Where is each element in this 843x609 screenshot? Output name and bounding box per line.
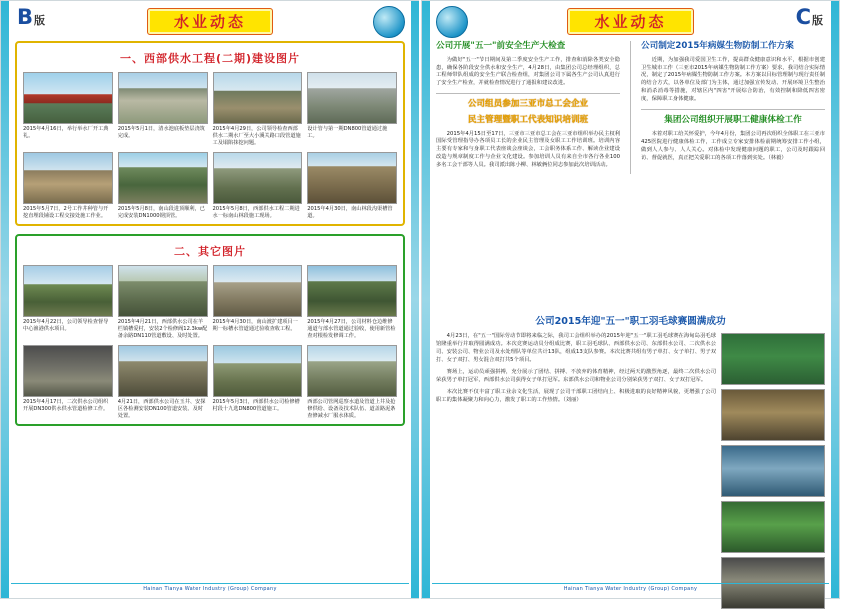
feature-para-1: 4月23日，在"五一"国际劳动节即将来临之际，我司工会组织举办的2015年迎"五一"职工羽毛球赛在海甸岛羽毛球馆隆重举行并取得圆满成功。本次竞赛运动员分组成比赛，职工羽毛球队、西部供水公司、东部供水公司、二次供水公司、安装公司、物业公司及水处理队等单位共计13队，组成13支队参赛。本次比赛共组有男子单打、女子单打、男子双打、女子双打、男女混合双打共5个项目。: [436, 332, 716, 363]
article4-headline: 集团公司组织开展职工健康体检工作: [664, 115, 802, 126]
company-logo: [436, 6, 468, 38]
feature-photo: [721, 333, 825, 385]
photo-image: [213, 265, 303, 317]
photo-item: [23, 265, 113, 340]
page-mark-b: [17, 5, 45, 29]
right-content: [422, 41, 839, 174]
feature-photo-column: [721, 333, 825, 609]
right-masthead: [422, 1, 839, 41]
article2-headline-line2: 民主管理暨职工代表知识培训班: [467, 114, 589, 125]
article1-headline: 公司开展"五一"前安全生产大检查: [436, 41, 566, 51]
divider: [641, 109, 825, 110]
right-page: [421, 0, 840, 599]
photo-caption: 2015年5月3日，西部供水公司检修槽村段十九选DN800管道施工。: [212, 399, 300, 413]
feature-body-row: [436, 333, 825, 609]
feature-photo: [721, 501, 825, 553]
photo-caption: 2015年4月21日，西部供水公司在羊栏镇槽爱村，安装2个检修阀12.3kw配备余路DN110管道敷设、及时处置。: [117, 319, 208, 340]
photo-image: [118, 72, 208, 124]
photo-image: [307, 345, 397, 397]
section1-photo-grid: [23, 72, 397, 220]
article3-body: 近期，为加强我司爱国卫生工作，提高群众健康意识和水平，根据市创建卫生城市工作（三亚市2015年病媒生物防制工作方案）要求，我司结合实际情况，制定了2015年病媒生物防制工作方案。本方案以目标管理制与现行责任制的结合方式，以各单位及部门为主体，通过加强宣传发动、开展环境卫生整治和消杀消毒等措施，对辖区内"四害"开展综合防治，有效控制和降低四害密度，保障职工身体健康。: [641, 56, 825, 103]
right-rail: [831, 1, 839, 598]
page-mark-suffix: 版: [812, 14, 823, 27]
photo-caption: 2015年4月22日，公司领导检查督导中心渔港供水项目。: [23, 319, 109, 333]
photo-item: [118, 72, 208, 147]
left-content: [1, 41, 419, 426]
page-mark-suffix: 版: [34, 14, 46, 27]
photo-image: [23, 265, 113, 317]
left-rail: [422, 1, 430, 598]
photo-image: [118, 152, 208, 204]
photo-item: [118, 152, 208, 220]
photo-item: [307, 345, 397, 420]
article3-headline: 公司制定2015年病媒生物防制工作方案: [641, 41, 794, 51]
feature-article: [436, 316, 825, 609]
masthead-banner-right: 水业动态: [567, 8, 693, 35]
photo-item: [23, 72, 113, 147]
left-masthead: [1, 1, 419, 41]
photo-image: [213, 72, 303, 124]
photo-image: [307, 152, 397, 204]
left-page: [0, 0, 419, 599]
photo-caption: 2015年4月17日，二次供水公司组织开展DN300供水供水管道检修工作。: [23, 399, 109, 413]
photo-caption: 4月21日，西部供水公司在玉井、安探区各检测安装DN100管道安装、及时处置。: [117, 399, 206, 420]
feature-text: [436, 333, 716, 609]
page-mark-letter: C: [795, 5, 811, 29]
masthead-banner-left: 水业动态: [147, 8, 273, 35]
photo-caption: 2015年5月1日，清水池底板垫层浇筑完成。: [117, 126, 205, 140]
photo-item: [213, 152, 303, 220]
photo-item: [118, 265, 208, 340]
photo-image: [213, 152, 303, 204]
photo-image: [118, 345, 208, 397]
article1-body: 为做好"五一"节日期间及第二季度安全生产工作，排查和消除各类安全隐患，确保各阶段安全供水和安全生产，4月28日，由集团公司总经理组织，总工程师带队组成的安全生产联合检查组，对集团公司下属各生产公司认真进行了安全生产检查，并就检查情况进行了通报和建议改进。: [436, 56, 620, 87]
photo-caption: 2015年4月16日，举行举水厂开工典礼。: [23, 126, 109, 140]
left-footer: Hainan Tianya Water Industry (Group) Company: [11, 583, 409, 592]
photo-item: [23, 345, 113, 420]
section2-photo-grid: [23, 265, 397, 420]
photo-image: [213, 345, 303, 397]
page-mark-letter: B: [17, 5, 34, 29]
article-column-2: [641, 41, 825, 174]
photo-item: [118, 345, 208, 420]
photo-image: [23, 72, 113, 124]
section-west-water-project: [15, 41, 405, 226]
feature-headline: 公司2015年迎"五一"职工羽毛球赛圆满成功: [535, 316, 726, 327]
right-footer: Hainan Tianya Water Industry (Group) Company: [432, 583, 829, 592]
photo-caption: 设计管与第一期DN800管道通过施工。: [307, 126, 388, 140]
section-other-photos: [15, 234, 405, 426]
article2-body: 2015年4月15日至17日，三亚市三亚市总工会在三亚市组织举办民主权利国际受管理指导办各项员工长的企业民主管理及女职工工作培训班。培训内容主要有专家和与身职工代表座谈会座谈会，工会职务体系工作、解读企业建设改造与规章制度工作与企业文化建设。参加培训人员有来自全市各行各业100多名工会干部等人员。我司派出陈小柳、林敏俩位同志参加此次培训活动。: [436, 130, 620, 169]
photo-caption: 2015年5月7日，2号工作井种管与开挖直埋段铺设工程交接处施工作业。: [23, 206, 109, 220]
divider: [436, 93, 620, 94]
photo-item: [307, 265, 397, 340]
section2-title: 二、其它图片: [174, 245, 246, 259]
page-mark-c: [796, 5, 823, 29]
feature-para-2: 赛场上，运动员顽强拼搏，充分展示了团结、拼搏、不放弃的体育精神，经过两天的激烈角逐，最终二次供水公司荣获男子单打冠军，西部供水公司获得女子单打冠军。东部供水公司和物业公司分别荣获男子双打、女子双打冠军。: [436, 368, 716, 383]
article4-body: 本着对职工给关怀爱护，今年4月份，集团公司再次组织全体职工在三亚市425医院进行健康体检工作，工作成立专家安排体检前期统筹安排工作小组，做到人人参与、人人关心。对体检中发现健康问题的职工，公司及时跟踪回访、督促就医，真正把关爱职工的各项工作落到实处。（林毅）: [641, 130, 825, 161]
photo-item: [307, 152, 397, 220]
photo-item: [213, 345, 303, 420]
right-rail: [411, 1, 419, 598]
photo-image: [23, 345, 113, 397]
photo-image: [307, 72, 397, 124]
photo-caption: 2015年5月8日，西部供水工程二期进水一标南山林段施工现场。: [212, 206, 300, 220]
feature-photo: [721, 389, 825, 441]
photo-item: [213, 265, 303, 340]
photo-caption: 2015年4月30日，南山渡扩建项目一期一标槽水管道通过验收查收工程。: [212, 319, 298, 333]
feature-para-3: 本次比赛不仅丰富了职工业余文化生活，展现了公司干部职工团结向上、积极进取的良好精神风貌，更增强了公司职工的集体凝聚力和向心力，激发了职工的工作热情。（刘丽）: [436, 388, 716, 403]
photo-image: [307, 265, 397, 317]
photo-image: [23, 152, 113, 204]
photo-caption: 2015年4月27日，公司材料仓边维修通道与部水管道通过验收，使用新管检查对根检发修调工作。: [307, 319, 396, 340]
feature-photo: [721, 445, 825, 497]
photo-caption: 西部公司管网巡察水道及管道上井及抢修供给、设备及技术队伍、道盖路泥条查修减水厂服水体质。: [307, 399, 396, 420]
photo-image: [118, 265, 208, 317]
column-divider: [630, 41, 631, 174]
photo-caption: 2015年5月8日，南山段进顶顺利，已完成安装DN1000钢顶管。: [117, 206, 205, 220]
photo-caption: 2015年4月30日，南山林段沟渠槽管道。: [307, 206, 393, 220]
photo-caption: 2015年4月29日，公司领导检查西部供水二期水厂至大小溪关路口段管道施工及塌陷抹挖问题。: [212, 126, 301, 147]
section1-title: 一、西部供水工程(二期)建设图片: [119, 52, 301, 65]
article-column-1: [436, 41, 620, 174]
photo-item: [307, 72, 397, 147]
article2-headline-line1: 公司组员参加三亚市总工会企业: [467, 99, 589, 110]
photo-item: [213, 72, 303, 147]
left-rail: [1, 1, 9, 598]
photo-item: [23, 152, 113, 220]
company-logo: [373, 6, 405, 38]
